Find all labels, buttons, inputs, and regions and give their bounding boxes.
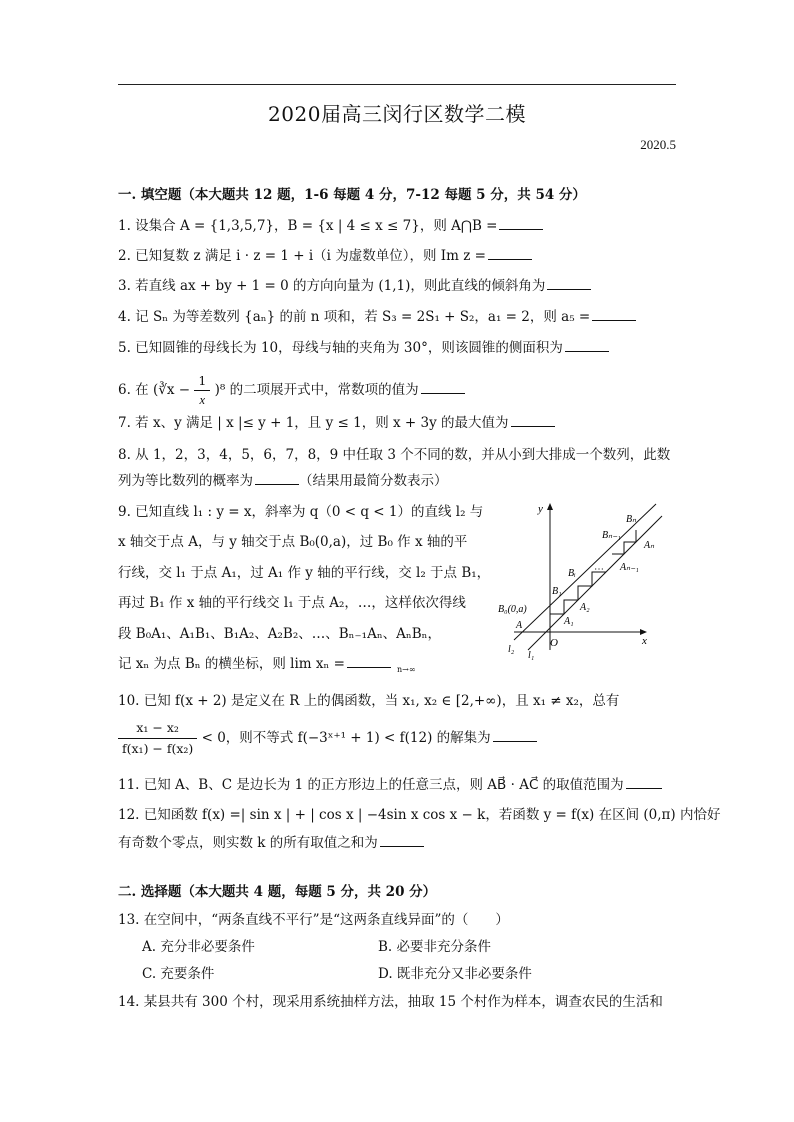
question-8-line1: 8. 从 1，2，3，4，5，6，7，8，9 中任取 3 个不同的数，并从小到大排成一个数列，此数 xyxy=(118,447,671,463)
answer-blank[interactable] xyxy=(421,381,465,394)
y-axis-arrow xyxy=(547,503,553,510)
answer-blank[interactable] xyxy=(565,339,609,352)
fig-label-An: Aₙ xyxy=(644,540,655,551)
question-9-line3: 行线，交 l₁ 于点 A₁，过 A₁ 作 y 轴的平行线，交 l₂ 于点 B₁， xyxy=(118,565,491,581)
answer-blank[interactable] xyxy=(499,217,543,230)
question-1: 1. 设集合 A = {1,3,5,7}，B = {x | 4 ≤ x ≤ 7}，则 A⋂B = xyxy=(118,217,543,235)
question-14: 14. 某县共有 300 个村，现采用系统抽样方法，抽取 15 个村作为样本，调查农民的生活和 xyxy=(118,994,663,1010)
fig-label-x: x xyxy=(642,635,647,647)
question-7: 7. 若 x、y 满足 | x |≤ y + 1，且 y ≤ 1，则 x + 3y 的最大值为 xyxy=(118,414,555,432)
fig-label-An1: Aₙ₋₁ xyxy=(620,562,639,573)
question-10-line1: 10. 已知 f(x + 2) 是定义在 R 上的偶函数，当 x₁, x₂ ∈ [2,+∞)，且 x₁ ≠ x₂，总有 xyxy=(118,693,620,709)
question-11: 11. 已知 A、B、C 是边长为 1 的正方形边上的任意三点，则 AB⃗ · AC⃗ 的取值范围为 xyxy=(118,776,662,794)
answer-blank[interactable] xyxy=(493,729,537,742)
question-12-line2: 有奇数个零点，则实数 k 的所有取值之和为 xyxy=(118,834,424,852)
question-6: 6. 在 (∛x − $\frac{1}{x}$ )⁸ 的二项展开式中，常数项的值为 xyxy=(118,372,465,409)
page-title: 2020届高三闵行区数学二模 xyxy=(268,102,526,126)
question-9-line4: 再过 B₁ 作 x 轴的平行线交 l₁ 于点 A₂，…，这样依次得线 xyxy=(118,595,466,611)
fraction: $\frac{\text{x₁ − x₂}}{\text{f(x₁) − f(x₂)}}$ xyxy=(118,718,197,759)
limit-subscript: n→∞ xyxy=(396,665,416,674)
fig-label-Bi: Bᵢ xyxy=(568,568,576,579)
fraction: $\frac{1}{x}$ xyxy=(194,372,210,409)
fig-label-Bn: Bₙ xyxy=(626,514,637,525)
section2-heading: 二. 选择题（本大题共 4 题，每题 5 分，共 20 分） xyxy=(118,884,437,900)
answer-blank[interactable] xyxy=(547,277,591,290)
option-13-A[interactable]: A. 充分非必要条件 xyxy=(142,939,255,955)
fig-label-origin: O xyxy=(550,637,558,649)
fig-label-l1: l₁ xyxy=(528,650,535,661)
question-12-line1: 12. 已知函数 f(x) =| sin x | + | cos x | −4sin x cos x − k，若函数 y = f(x) 在区间 (0,π) 内恰好 xyxy=(118,807,721,823)
answer-blank[interactable] xyxy=(380,834,424,847)
question-3: 3. 若直线 ax + by + 1 = 0 的方向向量为 (1,1)，则此直线的倾斜角为 xyxy=(118,277,591,295)
top-rule xyxy=(118,84,676,85)
fig-label-B1: B₁ xyxy=(552,586,562,597)
option-13-C[interactable]: C. 充要条件 xyxy=(142,966,215,982)
option-13-D[interactable]: D. 既非充分又非必要条件 xyxy=(378,966,532,982)
answer-blank[interactable] xyxy=(592,308,636,321)
question-10-line2: $\frac{\text{x₁ − x₂}}{\text{f(x₁) − f(x₂)}}$ < 0，则不等式 f(−3ˣ⁺¹ + 1) < f(12) 的解集为 xyxy=(118,718,537,759)
question-9-line6: 记 xₙ 为点 Bₙ 的横坐标，则 lim xₙ = $_{n\to\infty}$ xyxy=(118,656,416,674)
answer-blank[interactable] xyxy=(488,247,532,260)
fig-label-y: y xyxy=(538,503,543,515)
question-9-line1: 9. 已知直线 l₁ : y = x，斜率为 q（0 < q < 1）的直线 l₂ 与 xyxy=(118,504,484,520)
option-13-B[interactable]: B. 必要非充分条件 xyxy=(378,939,492,955)
answer-blank[interactable] xyxy=(347,655,391,668)
fig-label-A: A xyxy=(516,620,523,631)
sequence-figure xyxy=(494,500,664,670)
fig-label-dots: ⋯ xyxy=(594,564,604,575)
fig-label-B0: B₀(0,a) xyxy=(498,604,527,615)
question-4: 4. 记 Sₙ 为等差数列 {aₙ} 的前 n 项和，若 S₃ = 2S₁ + S₂，a₁ = 2，则 a₅ = xyxy=(118,308,636,326)
question-9-line2: x 轴交于点 A，与 y 轴交于点 B₀(0,a)，过 B₀ 作 x 轴的平 xyxy=(118,534,468,550)
question-13: 13. 在空间中，“两条直线不平行”是“这两条直线异面”的（ ） xyxy=(118,912,509,928)
fig-label-A1: A₁ xyxy=(564,616,574,627)
fig-label-l2: l₂ xyxy=(508,644,515,655)
question-2: 2. 已知复数 z 满足 i · z = 1 + i（i 为虚数单位），则 Im z = xyxy=(118,247,532,265)
answer-blank[interactable] xyxy=(255,472,299,485)
answer-blank[interactable] xyxy=(511,414,555,427)
fig-label-A2: A₂ xyxy=(580,602,590,613)
question-8-line2: 列为等比数列的概率为 （结果用最简分数表示） xyxy=(118,473,448,489)
answer-blank[interactable] xyxy=(626,776,662,789)
exam-date: 2020.5 xyxy=(640,137,676,152)
fig-label-Bn1: Bₙ₋₁ xyxy=(602,530,621,541)
question-5: 5. 已知圆锥的母线长为 10，母线与轴的夹角为 30°，则该圆锥的侧面积为 xyxy=(118,339,609,357)
section1-heading: 一. 填空题（本大题共 12 题，1-6 每题 4 分，7-12 每题 5 分，共 54 分） xyxy=(118,187,586,203)
question-9-line5: 段 B₀A₁、A₁B₁、B₁A₂、A₂B₂、…、Bₙ₋₁Aₙ、AₙBₙ， xyxy=(118,626,442,642)
